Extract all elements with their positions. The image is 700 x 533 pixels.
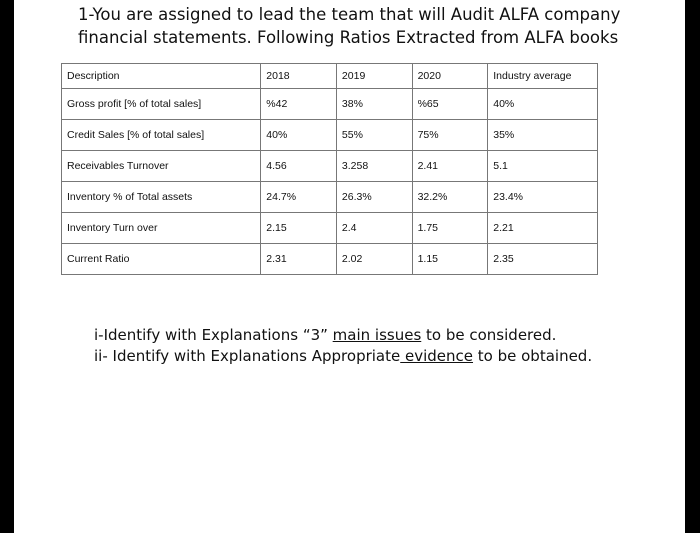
header-description: Description [62,64,261,89]
header-2020: 2020 [412,64,488,89]
title-line-2: financial statements. Following Ratios Extracted from ALFA books [78,28,619,47]
cell-description: Inventory % of Total assets [62,182,261,213]
cell-2020: 32.2% [412,182,488,213]
cell-2018: 4.56 [261,151,337,182]
cell-industry-average: 40% [488,89,598,120]
cell-industry-average: 5.1 [488,151,598,182]
title-line-1: 1-You are assigned to lead the team that will Audit ALFA company [78,5,621,24]
cell-description: Receivables Turnover [62,151,261,182]
document-page [14,0,685,533]
cell-2019: 26.3% [336,182,412,213]
table-row [62,151,598,182]
cell-industry-average: 2.35 [488,244,598,275]
question-2: ii- Identify with Explanations Appropriate evidence to be obtained. [94,347,593,365]
cell-2020: 1.75 [412,213,488,244]
header-2019: 2019 [336,64,412,89]
cell-description: Inventory Turn over [62,213,261,244]
table-header-row [62,64,598,89]
cell-description: Current Ratio [62,244,261,275]
table-row [62,89,598,120]
cell-2020: 1.15 [412,244,488,275]
cell-industry-average: 2.21 [488,213,598,244]
ratios-table [61,63,598,275]
question-title [78,3,658,49]
instructions [94,325,654,367]
cell-description: Credit Sales [% of total sales] [62,120,261,151]
cell-industry-average: 35% [488,120,598,151]
table-row [62,213,598,244]
cell-2019: 2.02 [336,244,412,275]
table-row [62,244,598,275]
table-row [62,182,598,213]
question-1: i-Identify with Explanations “3” main issues to be considered. [94,326,557,344]
cell-description: Gross profit [% of total sales] [62,89,261,120]
cell-2020: 75% [412,120,488,151]
header-2018: 2018 [261,64,337,89]
cell-2018: 2.31 [261,244,337,275]
cell-2019: 38% [336,89,412,120]
cell-2020: %65 [412,89,488,120]
header-industry-average: Industry average [488,64,598,89]
main-issues-emphasis: main issues [332,326,422,344]
cell-2020: 2.41 [412,151,488,182]
cell-industry-average: 23.4% [488,182,598,213]
cell-2019: 55% [336,120,412,151]
cell-2018: 2.15 [261,213,337,244]
cell-2019: 3.258 [336,151,412,182]
cell-2018: %42 [261,89,337,120]
cell-2018: 40% [261,120,337,151]
evidence-emphasis: evidence [400,347,474,365]
cell-2018: 24.7% [261,182,337,213]
cell-2019: 2.4 [336,213,412,244]
table-row [62,120,598,151]
